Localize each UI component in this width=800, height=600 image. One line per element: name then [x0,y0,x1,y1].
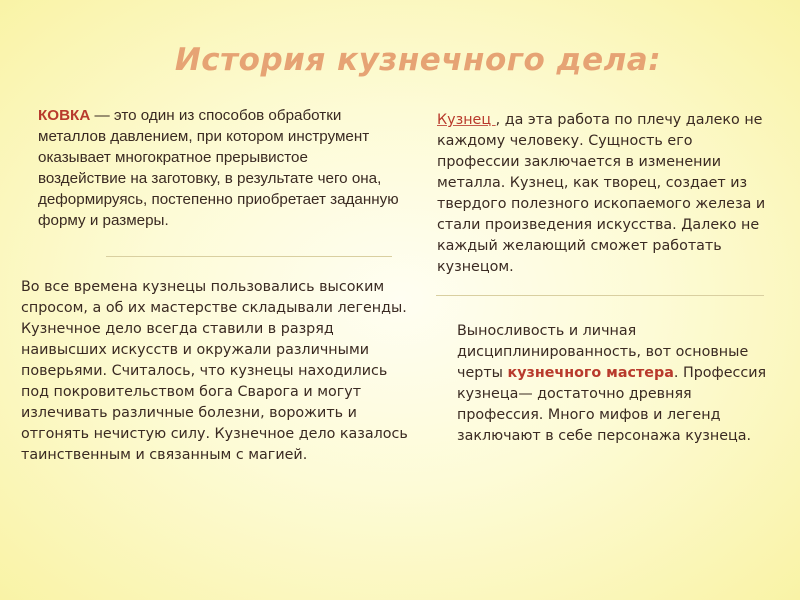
blacksmith-profession-block [437,110,777,278]
page-title: История кузнечного дела: [174,42,662,78]
traits-text-after: . Профессия кузнеца— достаточно древняя профессия. Много мифов и легенд заключают в себе персонажа кузнеца. [457,365,767,444]
master-accent-text: кузнечного мастера [507,365,674,381]
forging-definition-text: — это один из способов обработки металлов давлением, при котором инструмент оказывает многократное прерывистое воздействие на заготовку, в результате чего она, деформируясь, постепенно приобретает заданную форму и размеры. [38,107,399,229]
divider-right [436,295,764,296]
blacksmith-link[interactable]: Кузнец [437,112,496,128]
forging-keyword: КОВКА [38,107,91,124]
blacksmith-traits-block [457,321,777,447]
blacksmith-profession-text: , да эта работа по плечу далеко не каждому человеку. Сущность его профессии заключается в изменении металла. Кузнец, как творец, создает из твердого полезного ископаемого железа и стали произведения искусства. Далеко не каждый желающий сможет работать кузнецом. [437,112,766,275]
forging-definition-block [38,105,400,231]
traits-text-before: Выносливость и личная дисциплинированность, вот основные черты [457,323,749,381]
blacksmith-history-text: Во все времена кузнецы пользовались высоким спросом, а об их мастерстве складывали легенды. Кузнечное дело всегда ставили в разряд наивысших искусств и окружали различными поверьями. Считалось, что кузнецы находились под покровительством бога Сварога и могут излечивать различные болезни, ворожить и отгонять нечистую силу. Кузнечное дело казалось таинственным и связанным с магией. [21,279,408,463]
divider-left [106,256,392,257]
blacksmith-history-block [21,277,409,466]
